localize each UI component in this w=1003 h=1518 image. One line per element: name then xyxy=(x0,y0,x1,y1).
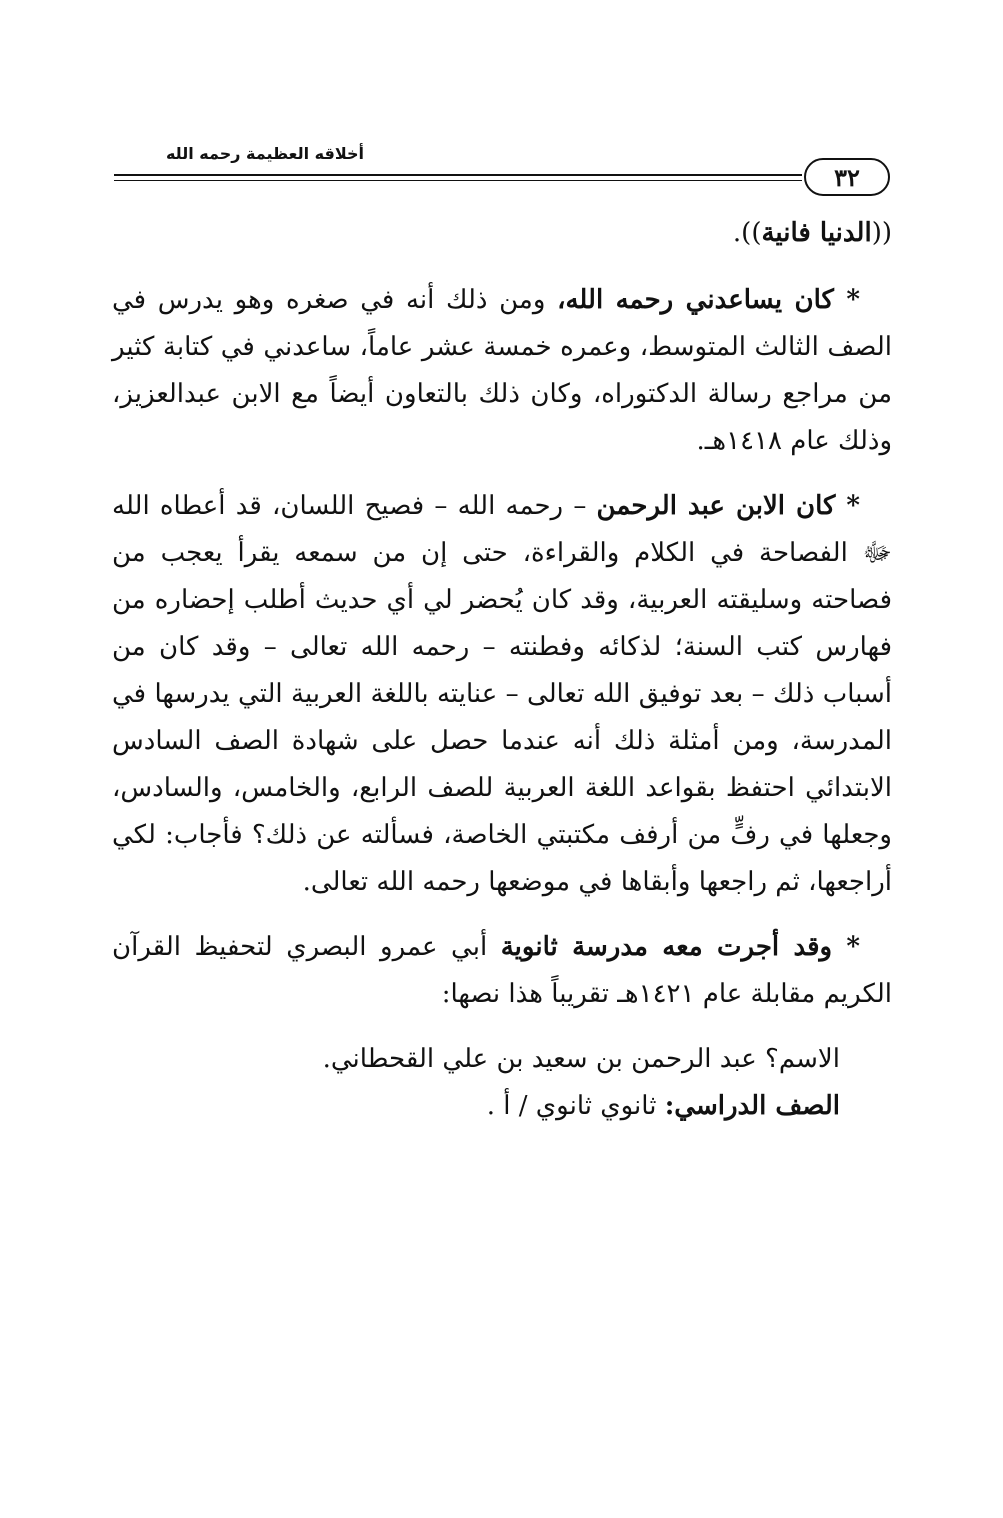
paragraph-2 xyxy=(112,483,892,906)
paragraph-1 xyxy=(112,277,892,465)
quote-prefix: (( xyxy=(871,218,892,248)
paragraph-2-text: – رحمه الله – فصيح اللسان، قد أعطاه الله ﷻ الفصاحة في الكلام والقراءة، حتى إن من سمعه يقرأ يعجب من فصاحته وسليقته العربية، وقد كان يُحضر لي أي حديث أطلب إحضاره من فهارس كتب السنة؛ لذكائه وفطنته – رحمه الله تعالى – وقد كان من أسباب ذلك – بعد توفيق الله تعالى – عنايته باللغة العربية التي يدرسها في المدرسة، ومن أمثلة ذلك أنه عندما حصل على شهادة الصف السادس الابتدائي احتفظ بقواعد اللغة العربية للصف الرابع، والخامس، والسادس، وجعلها في رفٍّ من أرفف مكتبتي الخاصة، فسألته عن ذلك؟ فأجاب: لكي أراجعها، ثم راجعها وأبقاها في موضعها رحمه الله تعالى. xyxy=(112,491,892,897)
info-line-name xyxy=(112,1036,892,1083)
info-name-label: الاسم؟ xyxy=(765,1044,840,1074)
opening-quote xyxy=(112,210,892,257)
info-name-value: عبد الرحمن بن سعيد بن علي القحطاني. xyxy=(322,1044,766,1074)
paragraph-1-lead: * كان يساعدني رحمه الله، xyxy=(557,285,860,315)
info-grade-label: الصف الدراسي: xyxy=(664,1091,840,1121)
running-title: أخلاقه العظيمة رحمه الله xyxy=(165,144,364,163)
info-grade-value: ثانوي ثانوي / أ . xyxy=(486,1091,665,1121)
quote-suffix: )). xyxy=(732,218,762,248)
paragraph-1-text: ومن ذلك أنه في صغره وهو يدرس في الصف الثالث المتوسط، وعمره خمسة عشر عاماً، ساعدني في كتابة كثير من مراجع رسالة الدكتوراه، وكان ذلك بالتعاون أيضاً مع الابن عبدالعزيز، وذلك عام ١٤١٨هـ. xyxy=(112,285,892,456)
paragraph-2-lead: * كان الابن عبد الرحمن xyxy=(596,491,861,521)
info-line-grade xyxy=(112,1083,892,1130)
body-text xyxy=(112,210,892,1130)
page-header xyxy=(114,136,890,196)
quote-text: الدنيا فانية xyxy=(761,218,872,248)
paragraph-3-lead: * وقد أجرت معه مدرسة ثانوية xyxy=(500,932,861,962)
paragraph-3-text: أبي عمرو البصري لتحفيظ القرآن الكريم مقابلة عام ١٤٢١هـ تقريباً هذا نصها: xyxy=(112,932,892,1009)
paragraph-3 xyxy=(112,924,892,1018)
page-number: ٣٢ xyxy=(804,158,890,196)
header-rule-thin xyxy=(114,180,802,181)
header-rule-thick xyxy=(114,174,802,176)
